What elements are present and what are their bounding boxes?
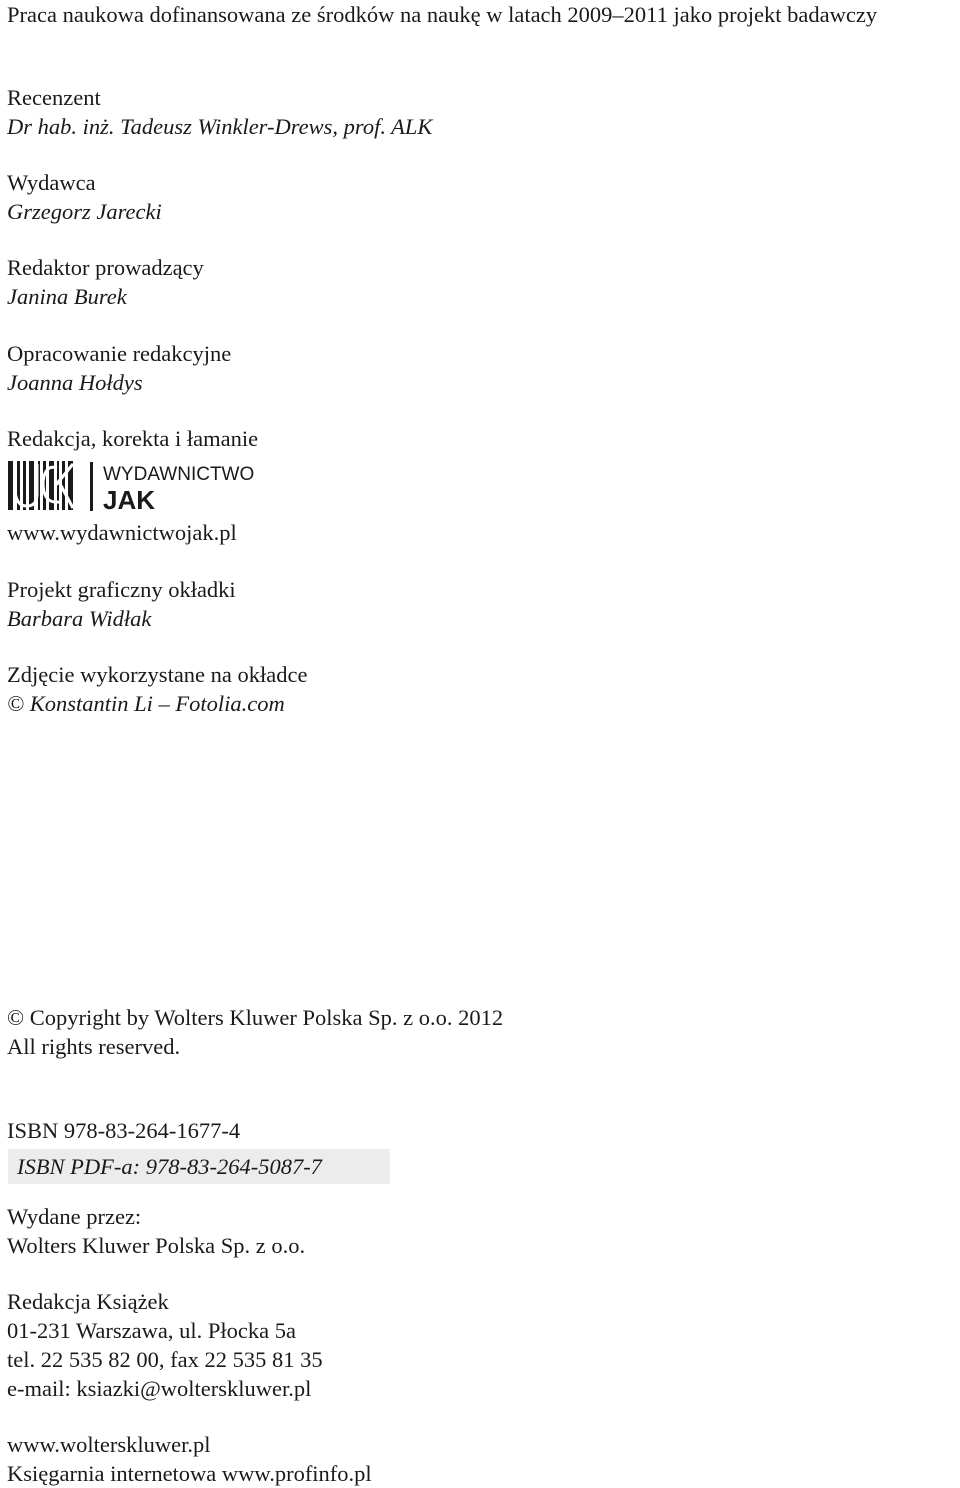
wolters-website: www.wolterskluwer.pl [7, 1432, 211, 1457]
cover-design-name: Barbara Widłak [7, 606, 152, 631]
cover-photo-label: Zdjęcie wykorzystane na okładce [7, 662, 308, 687]
isbn-pdf: ISBN PDF-a: 978-83-264-5087-7 [8, 1149, 390, 1184]
cover-design-label: Projekt graficzny okładki [7, 577, 236, 602]
editing-label: Redakcja, korekta i łamanie [7, 426, 259, 451]
logo-text-top: WYDAWNICTWO [103, 464, 255, 485]
cover-photo-credit: © Konstantin Li – Fotolia.com [7, 691, 285, 716]
book-office-email: e-mail: ksiazki@wolterskluwer.pl [7, 1376, 312, 1401]
editorial-work-name: Joanna Hołdys [7, 370, 143, 395]
copyright-line: © Copyright by Wolters Kluwer Polska Sp. z o.o. 2012 [7, 1005, 504, 1030]
logo-text-bottom: JAK [103, 485, 156, 514]
all-rights-reserved: All rights reserved. [7, 1034, 181, 1059]
funding-note: Praca naukowa dofinansowana ze środków na naukę w latach 2009–2011 jako projekt badawczy [7, 2, 878, 27]
publisher-name: Grzegorz Jarecki [7, 199, 162, 224]
book-office-label: Redakcja Książek [7, 1289, 169, 1314]
isbn-print: ISBN 978-83-264-1677-4 [7, 1118, 241, 1143]
jak-website: www.wydawnictwojak.pl [7, 520, 237, 545]
issued-by-label: Wydane przez: [7, 1204, 142, 1229]
book-office-phone: tel. 22 535 82 00, fax 22 535 81 35 [7, 1347, 323, 1372]
book-office-address: 01-231 Warszawa, ul. Płocka 5a [7, 1318, 296, 1343]
reviewer-label: Recenzent [7, 85, 101, 110]
managing-editor-name: Janina Burek [7, 284, 127, 309]
issued-by-name: Wolters Kluwer Polska Sp. z o.o. [7, 1233, 306, 1258]
reviewer-name: Dr hab. inż. Tadeusz Winkler-Drews, prof. ALK [7, 114, 433, 139]
publisher-label: Wydawca [7, 170, 96, 195]
wydawnictwo-jak-logo [7, 458, 277, 514]
managing-editor-label: Redaktor prowadzący [7, 255, 204, 280]
bookstore-line: Księgarnia internetowa www.profinfo.pl [7, 1461, 372, 1486]
editorial-work-label: Opracowanie redakcyjne [7, 341, 232, 366]
jak-logo-icon [7, 458, 277, 514]
